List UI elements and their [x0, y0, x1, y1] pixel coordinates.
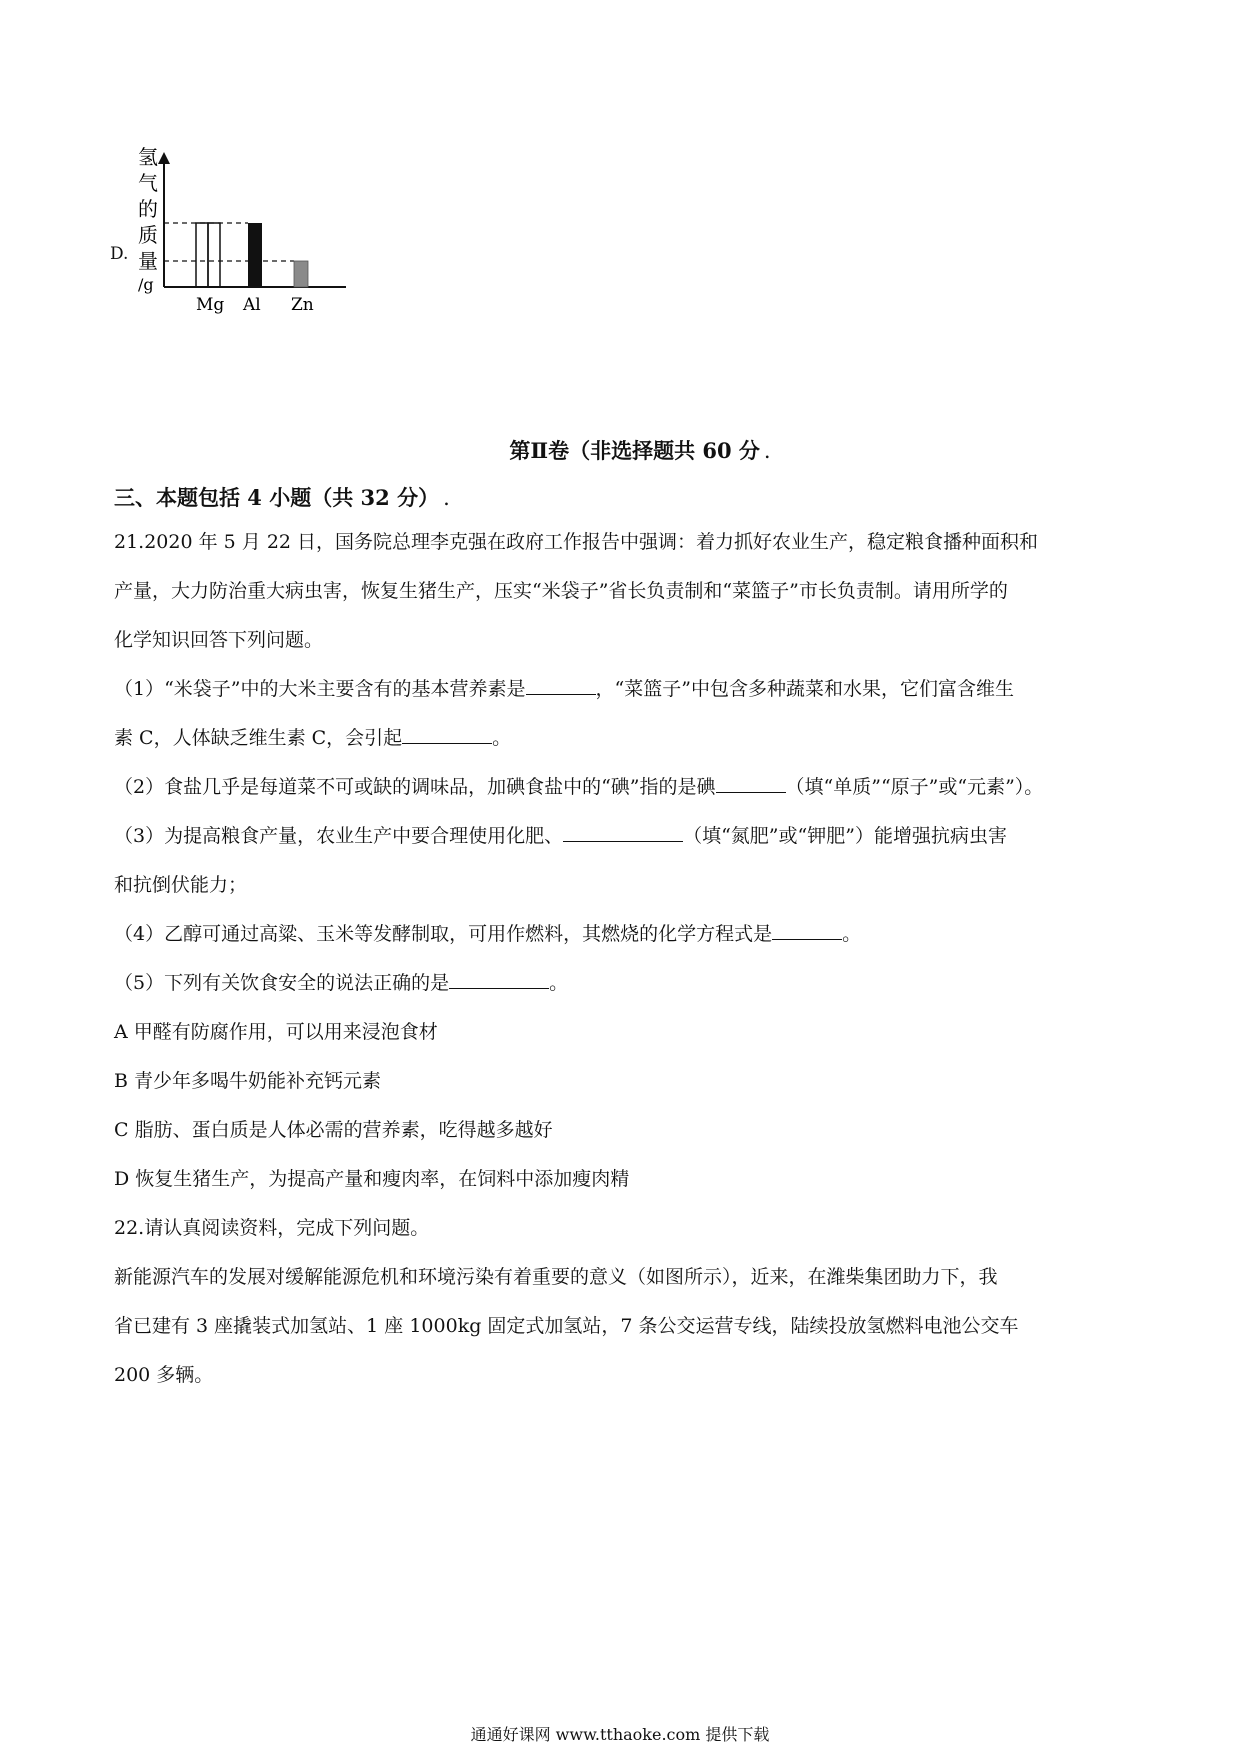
q21-sub3-blank[interactable]: [563, 819, 683, 842]
q21-intro-2: 产量，大力防治重大病虫害，恢复生猪生产，压实“米袋子”省长负责制和“菜篮子”市长负责制。请用所学的: [114, 580, 1008, 602]
q21-sub5-text-b: 。: [549, 972, 569, 994]
q21-intro-3: 化学知识回答下列问题。: [114, 629, 324, 651]
option-d-label: D.: [110, 244, 129, 264]
chart-bar-zn: [294, 261, 308, 287]
chart-bar-mg-1: [196, 223, 208, 287]
q21-sub1-blank-2[interactable]: [402, 721, 492, 744]
q21-sub4-blank[interactable]: [772, 917, 842, 940]
part3-heading-mark: .: [443, 486, 450, 510]
q21-sub3-text-b: （填“氮肥”或“钾肥”）能增强抗病虫害: [683, 825, 1007, 847]
q21-sub2-text-b: （填“单质”“原子”或“元素”）。: [785, 776, 1044, 798]
q21-sub1-text-d: 。: [492, 727, 512, 749]
q21-option-a: A 甲醛有防腐作用，可以用来浸泡食材: [114, 1021, 438, 1043]
section-title: [0, 435, 1240, 465]
chart-ylabel-char-4: 质: [138, 223, 158, 247]
q22-para-2: 省已建有 3 座撬装式加氢站、1 座 1000kg 固定式加氢站，7 条公交运营专线，陆续投放氢燃料电池公交车: [114, 1315, 1019, 1337]
q21-sub1-blank-1[interactable]: [526, 672, 596, 695]
section-title-text: 第Ⅱ卷（非选择题共 60 分: [509, 438, 760, 463]
q22-intro: 22.请认真阅读资料，完成下列问题。: [114, 1217, 430, 1239]
q21-sub1-text-a: （1）“米袋子”中的大米主要含有的基本营养素是: [114, 678, 526, 700]
part3-heading-text: 三、本题包括 4 小题（共 32 分）: [114, 485, 440, 510]
q21-sub5: [114, 959, 1130, 1008]
q21-sub4-text-a: （4）乙醇可通过高粱、玉米等发酵制取，可用作燃料，其燃烧的化学方程式是: [114, 923, 773, 945]
q21-sub1-text-b: ，“菜篮子”中包含多种蔬菜和水果，它们富含维生: [595, 678, 1014, 700]
q21-sub1-line1: [114, 665, 1130, 714]
q21-sub2: [114, 763, 1130, 812]
q22-para-3: 200 多辆。: [114, 1364, 214, 1386]
q21-sub3-line2: 和抗倒伏能力；: [114, 874, 248, 896]
q21-sub5-text-a: （5）下列有关饮食安全的说法正确的是: [114, 972, 450, 994]
chart-ylabel-char-3: 的: [138, 197, 158, 221]
chart-ylabel-char-5: 量: [138, 249, 158, 273]
chart-bar-al: [248, 223, 262, 287]
q21-sub1-text-c: 素 C，人体缺乏维生素 C，会引起: [114, 727, 403, 749]
hydrogen-mass-chart: [138, 145, 406, 364]
chart-bar-mg-2: [208, 223, 220, 287]
chart-xtick-al: Al: [243, 295, 261, 315]
chart-xtick-mg: Mg: [196, 295, 225, 315]
page-footer: 通通好课网 www.tthaoke.com 提供下载: [470, 1725, 770, 1744]
q21-option-d: D 恢复生猪生产，为提高产量和瘦肉率，在饲料中添加瘦肉精: [114, 1168, 630, 1190]
part3-heading: [114, 478, 1130, 518]
q21-sub3-text-a: （3）为提高粮食产量，农业生产中要合理使用化肥、: [114, 825, 564, 847]
q21-sub2-text-a: （2）食盐几乎是每道菜不可或缺的调味品，加碘食盐中的“碘”指的是碘: [114, 776, 716, 798]
question-content: [114, 478, 1130, 1400]
chart-ylabel-char-1: 氢: [138, 145, 158, 169]
q21-sub1-line2: [114, 714, 1130, 763]
chart-ylabel-char-2: 气: [138, 171, 158, 195]
q21-sub3-line1: [114, 812, 1130, 861]
chart-xtick-zn: Zn: [291, 295, 314, 315]
chart-ylabel-unit: /g: [138, 275, 154, 294]
chart-y-arrow: [158, 152, 170, 164]
q21-option-c: C 脂肪、蛋白质是人体必需的营养素，吃得越多越好: [114, 1119, 553, 1141]
q21-option-b: B 青少年多喝牛奶能补充钙元素: [114, 1070, 382, 1092]
section-title-mark: .: [763, 439, 771, 463]
q21-sub4-text-b: 。: [842, 923, 862, 945]
q21-intro-1: 21.2020 年 5 月 22 日，国务院总理李克强在政府工作报告中强调：着力抓好农业生产，稳定粮食播种面积和: [114, 531, 1039, 553]
q21-sub4: [114, 910, 1130, 959]
q21-sub2-blank[interactable]: [716, 770, 786, 793]
q22-para-1: 新能源汽车的发展对缓解能源危机和环境污染有着重要的意义（如图所示），近来，在潍柴集团助力下，我: [114, 1266, 998, 1288]
q21-sub5-blank[interactable]: [449, 966, 549, 989]
